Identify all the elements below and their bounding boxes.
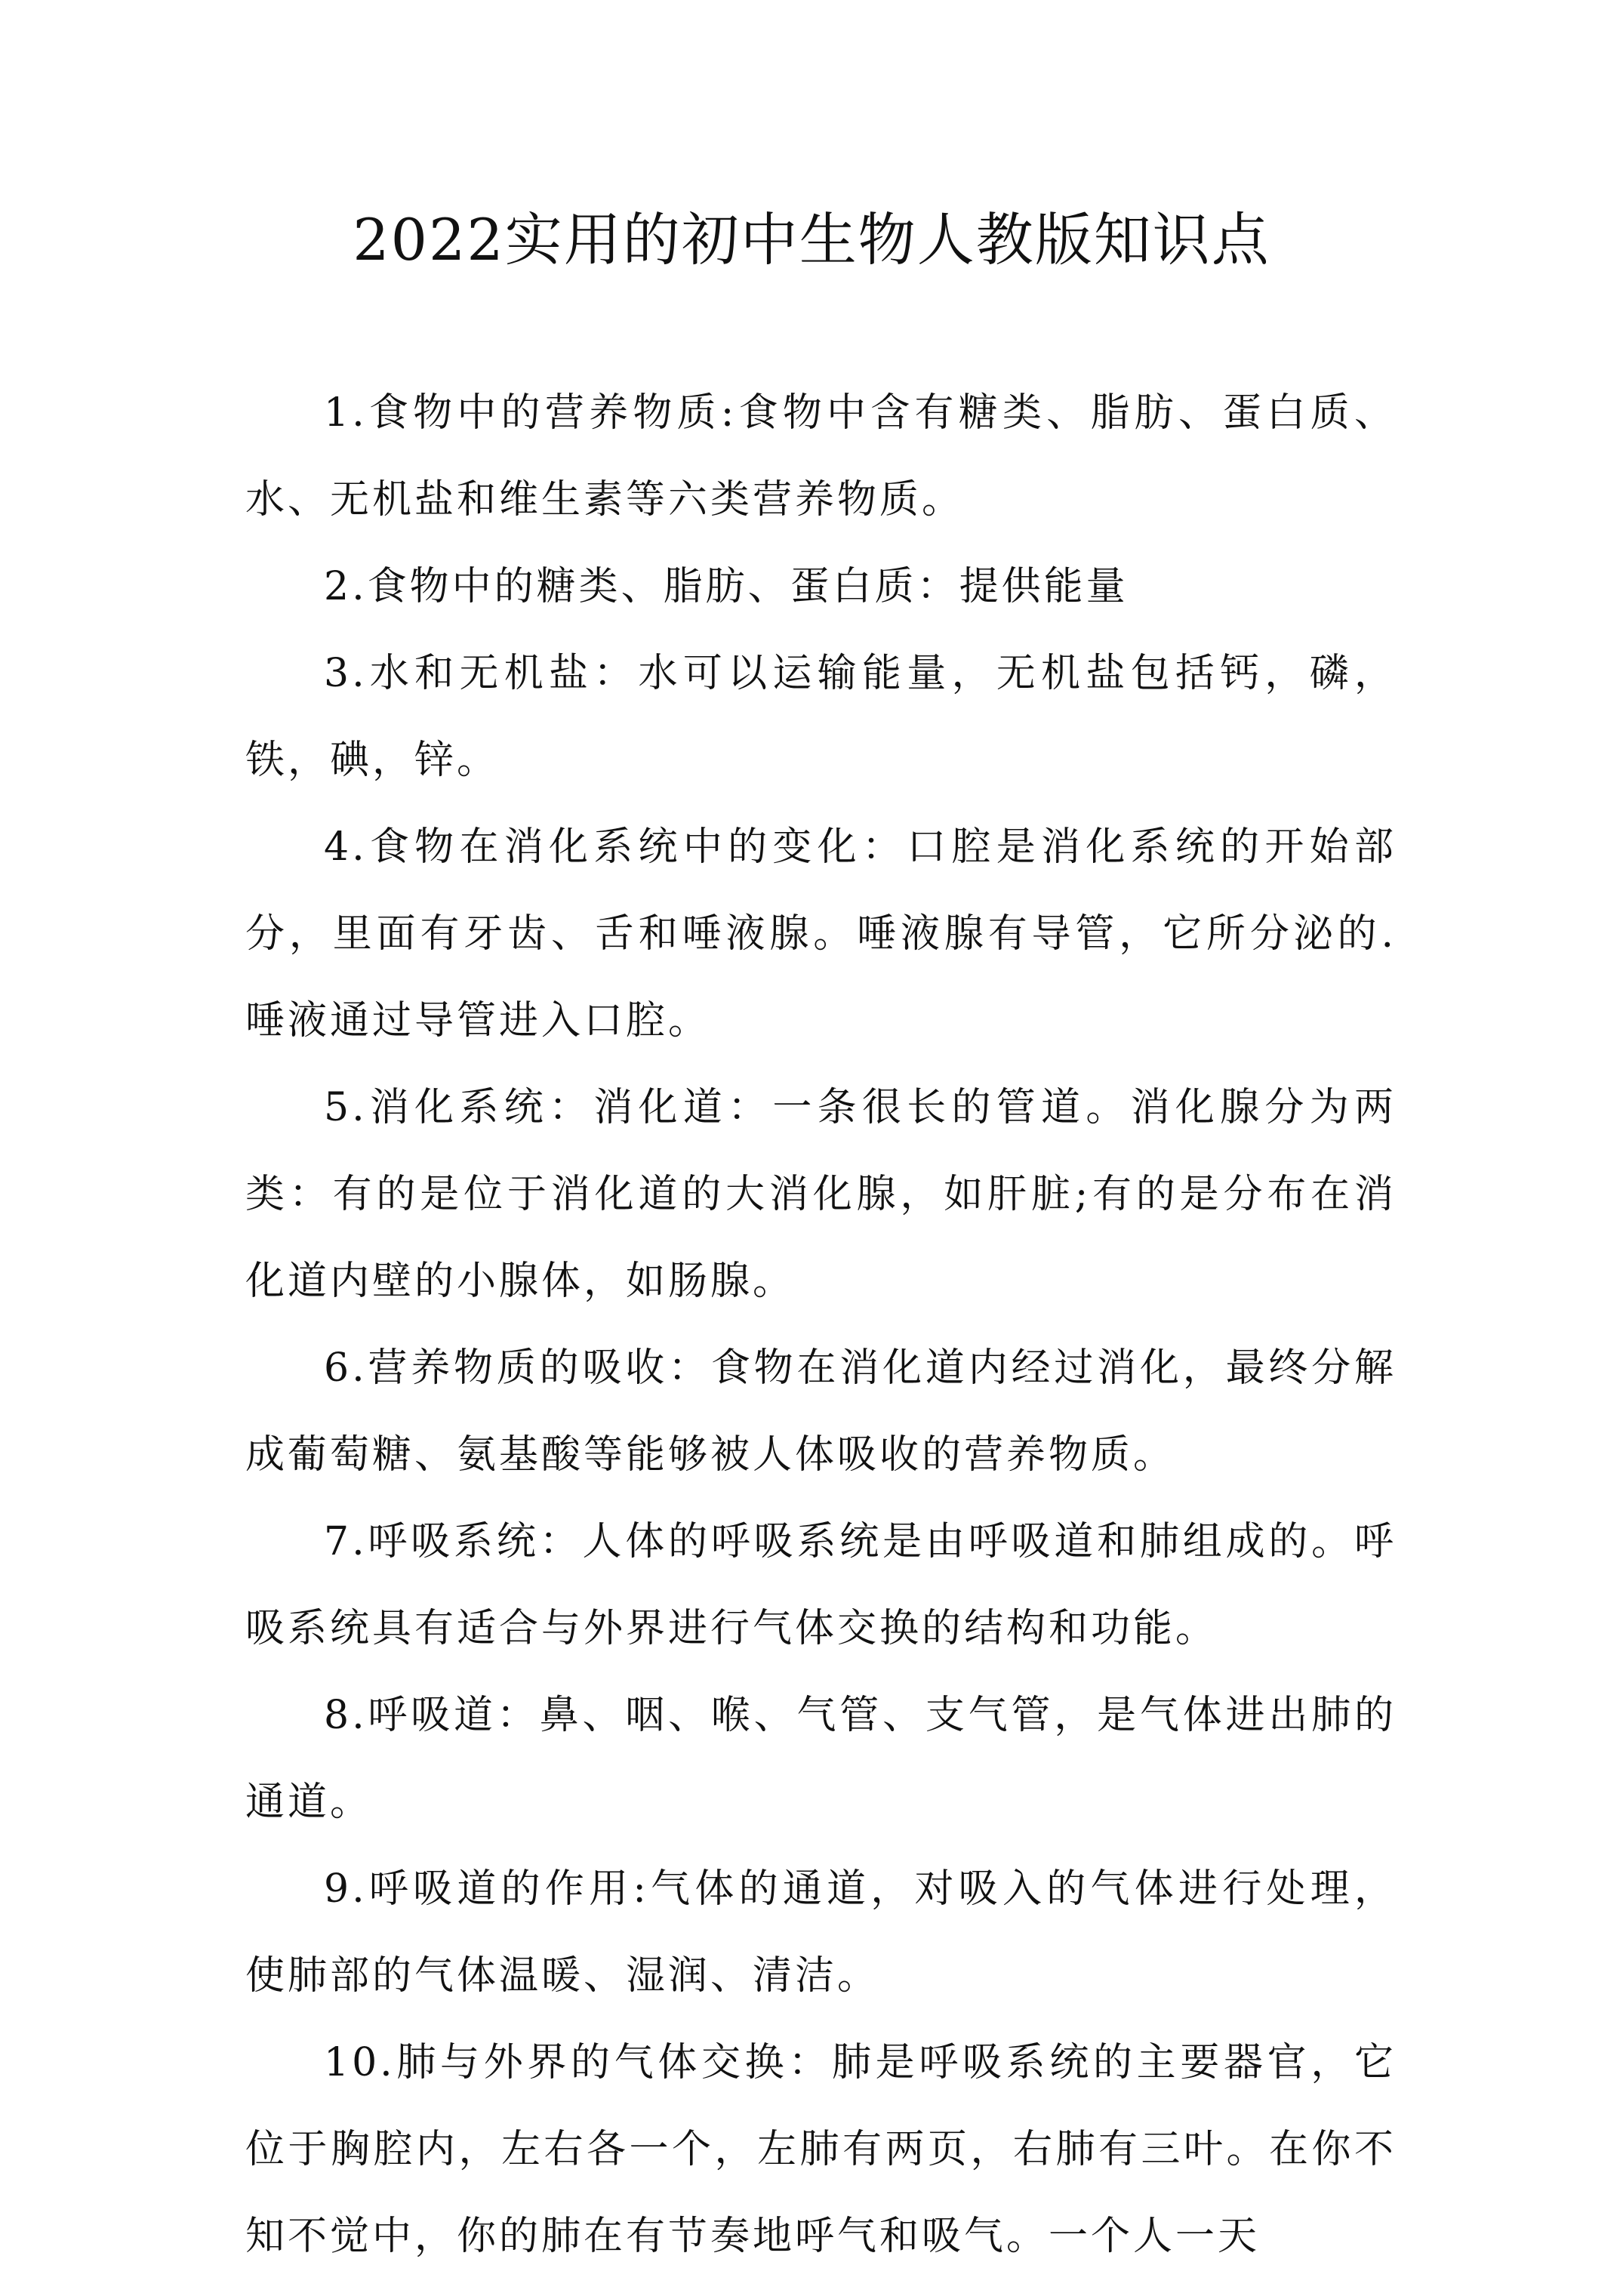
document-body bbox=[245, 370, 1397, 2280]
paragraph-3: 3.水和无机盐：水可以运输能量，无机盐包括钙，磷，铁，碘，锌。 bbox=[245, 651, 1397, 783]
paragraph-9: 9.呼吸道的作用:气体的通道，对吸入的气体进行处理，使肺部的气体温暖、湿润、清洁。 bbox=[245, 1866, 1397, 1999]
paragraph-10: 10.肺与外界的气体交换：肺是呼吸系统的主要器官，它位于胸腔内，左右各一个，左肺有两页，右肺有三叶。在你不知不觉中，你的肺在有节奏地呼气和吸气。一个人一天 bbox=[245, 2040, 1397, 2259]
page-title: 2022实用的初中生物人教版知识点 bbox=[353, 206, 1270, 273]
paragraph-5: 5.消化系统：消化道：一条很长的管道。消化腺分为两类：有的是位于消化道的大消化腺，如肝脏;有的是分布在消化道内壁的小腺体，如肠腺。 bbox=[245, 1085, 1397, 1304]
paragraph-6: 6.营养物质的吸收：食物在消化道内经过消化，最终分解成葡萄糖、氨基酸等能够被人体吸收的营养物质。 bbox=[245, 1345, 1397, 1478]
paragraph-1: 1.食物中的营养物质:食物中含有糖类、脂肪、蛋白质、水、无机盐和维生素等六类营养物质。 bbox=[245, 390, 1397, 522]
paragraph-7: 7.呼吸系统：人体的呼吸系统是由呼吸道和肺组成的。呼吸系统具有适合与外界进行气体交换的结构和功能。 bbox=[245, 1519, 1397, 1651]
paragraph-4: 4.食物在消化系统中的变化：口腔是消化系统的开始部分，里面有牙齿、舌和唾液腺。唾液腺有导管，它所分泌的.唾液通过导管进入口腔。 bbox=[245, 824, 1397, 1043]
paragraph-8: 8.呼吸道：鼻、咽、喉、气管、支气管，是气体进出肺的通道。 bbox=[245, 1693, 1397, 1825]
paragraph-2: 2.食物中的糖类、脂肪、蛋白质：提供能量 bbox=[324, 564, 1129, 609]
